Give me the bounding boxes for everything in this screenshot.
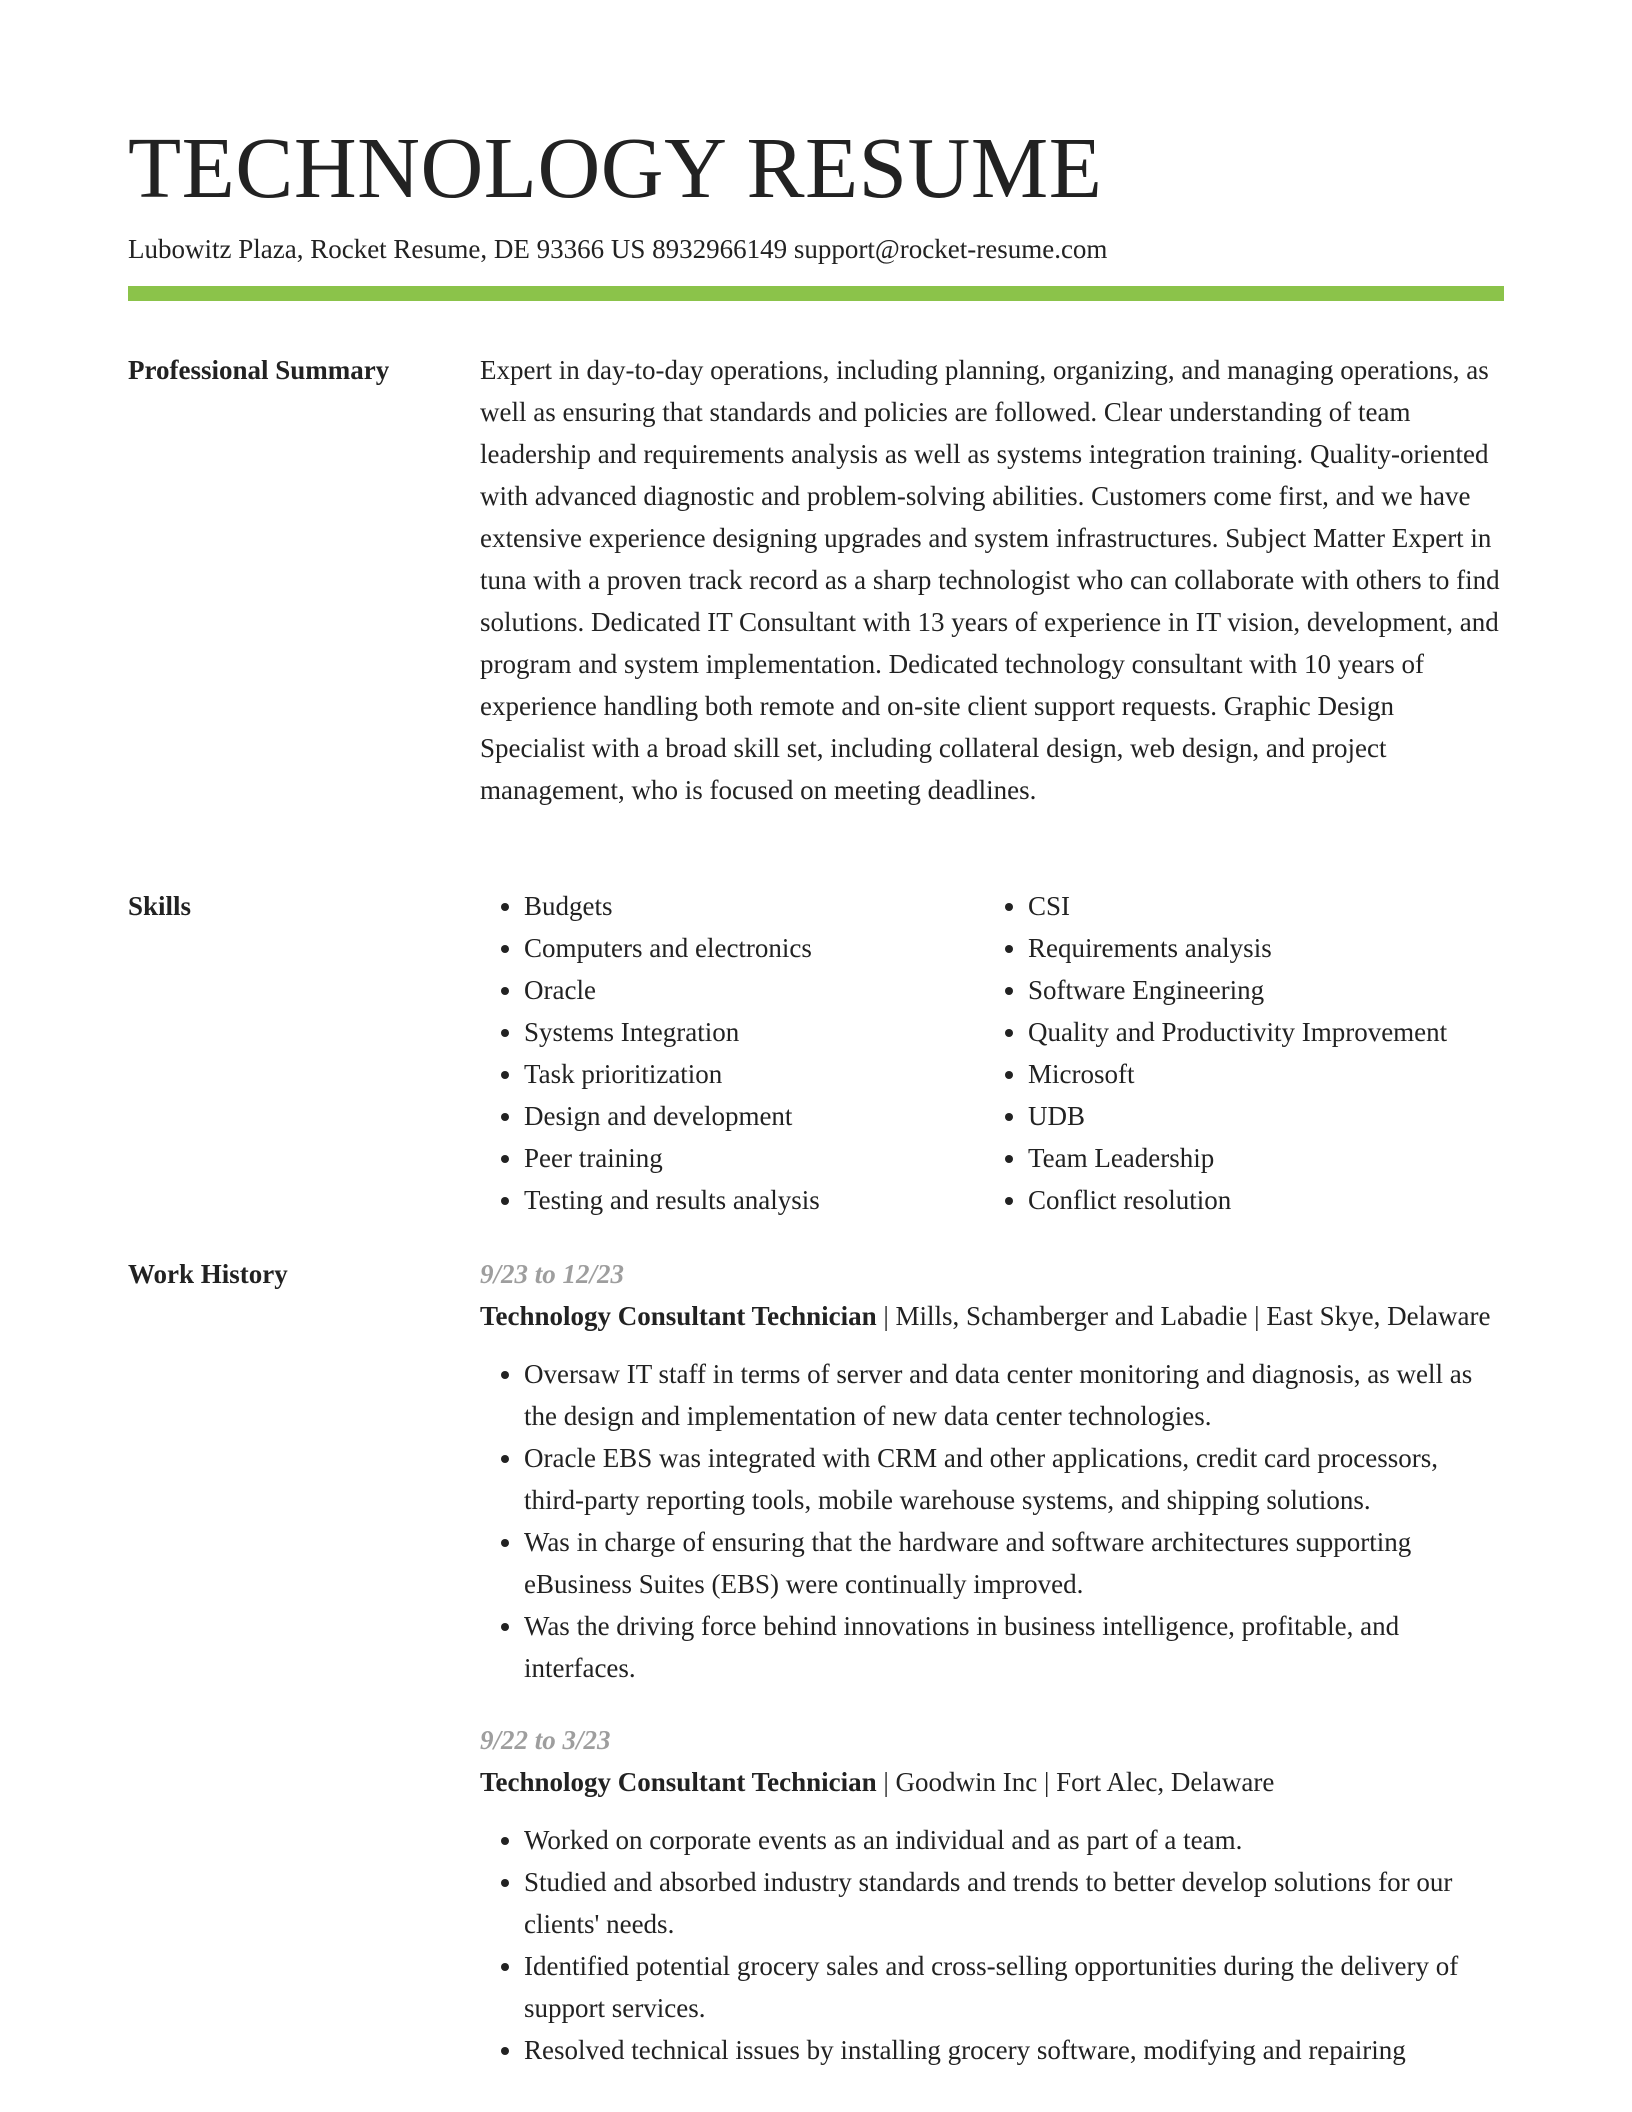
job-title-line — [480, 1761, 1504, 1803]
job-bullet: • Studied and absorbed industry standards and trends to better develop solutions for our clients' needs. — [524, 1861, 1504, 1945]
job-title: Technology Consultant Technician — [480, 1301, 877, 1331]
job-bullets — [480, 1353, 1504, 1689]
skill-item: • Task prioritization — [524, 1053, 984, 1095]
summary-text: Expert in day-to-day operations, including planning, organizing, and managing operations, as well as ensuring that standards and policies are followed. Clear understanding of team leadership and requirements analysis as well as systems integration training. Quality-oriented with advanced diagnostic and problem-solving abilities. Customers come first, and we have extensive experience designing upgrades and system infrastructures. Subject Matter Expert in tuna with a proven track record as a sharp technologist who can collaborate with others to find solutions. Dedicated IT Consultant with 13 years of experience in IT vision, development, and program and system implementation. Dedicated technology consultant with 10 years of experience handling both remote and on-site client support requests. Graphic Design Specialist with a broad skill set, including collateral design, web design, and project management, who is focused on meeting deadlines. — [480, 355, 1500, 805]
job-entry — [480, 1253, 1504, 1689]
work-history-body — [480, 1253, 1504, 2071]
job-bullet: • Oversaw IT staff in terms of server and data center monitoring and diagnosis, as well as the design and implementation of new data center technologies. — [524, 1353, 1504, 1437]
job-bullet: • Resolved technical issues by installing grocery software, modifying and repairing — [524, 2029, 1504, 2071]
contact-line: Lubowitz Plaza, Rocket Resume, DE 93366 US 8932966149 support@rocket-resume.com — [128, 234, 1108, 264]
skill-item: • Peer training — [524, 1137, 984, 1179]
skill-item: • Software Engineering — [1028, 969, 1488, 1011]
skill-item: • Computers and electronics — [524, 927, 984, 969]
summary-body — [480, 349, 1504, 811]
header-divider — [128, 286, 1504, 301]
job-bullet: • Was the driving force behind innovations in business intelligence, profitable, and interfaces. — [524, 1605, 1504, 1689]
skill-item: • Systems Integration — [524, 1011, 984, 1053]
summary-heading: Professional Summary — [128, 355, 390, 385]
resume-title: TECHNOLOGY RESUME — [128, 119, 1103, 216]
job-dates: 9/23 to 12/23 — [480, 1259, 625, 1289]
job-employer-location: | Goodwin Inc | Fort Alec, Delaware — [876, 1767, 1275, 1797]
skills-columns — [480, 885, 1504, 1221]
job-bullet: • Identified potential grocery sales and cross-selling opportunities during the delivery of support services. — [524, 1945, 1504, 2029]
skill-item: • Budgets — [524, 885, 984, 927]
job-bullet: • Worked on corporate events as an individual and as part of a team. — [524, 1819, 1504, 1861]
job-dates: 9/22 to 3/23 — [480, 1725, 611, 1755]
skills-list-left — [480, 885, 984, 1221]
skills-list-right — [984, 885, 1488, 1221]
skill-item: • Microsoft — [1028, 1053, 1488, 1095]
skill-item: • Oracle — [524, 969, 984, 1011]
job-title-line — [480, 1295, 1504, 1337]
skill-item: • Team Leadership — [1028, 1137, 1488, 1179]
job-bullet: • Was in charge of ensuring that the hardware and software architectures supporting eBusiness Suites (EBS) were continually improved. — [524, 1521, 1504, 1605]
skill-item: • Conflict resolution — [1028, 1179, 1488, 1221]
skill-item: • Testing and results analysis — [524, 1179, 984, 1221]
skills-heading: Skills — [128, 891, 192, 921]
skill-item: • CSI — [1028, 885, 1488, 927]
skill-item: • UDB — [1028, 1095, 1488, 1137]
skill-item: • Quality and Productivity Improvement — [1028, 1011, 1488, 1053]
job-bullets — [480, 1819, 1504, 2071]
skill-item: • Requirements analysis — [1028, 927, 1488, 969]
skill-item: • Design and development — [524, 1095, 984, 1137]
job-title: Technology Consultant Technician — [480, 1767, 877, 1797]
job-bullet: • Oracle EBS was integrated with CRM and other applications, credit card processors, third-party reporting tools, mobile warehouse systems, and shipping solutions. — [524, 1437, 1504, 1521]
work-history-heading: Work History — [128, 1259, 288, 1289]
job-employer-location: | Mills, Schamberger and Labadie | East Skye, Delaware — [876, 1301, 1491, 1331]
skills-body — [480, 885, 1504, 1221]
job-entry — [480, 1719, 1504, 2071]
